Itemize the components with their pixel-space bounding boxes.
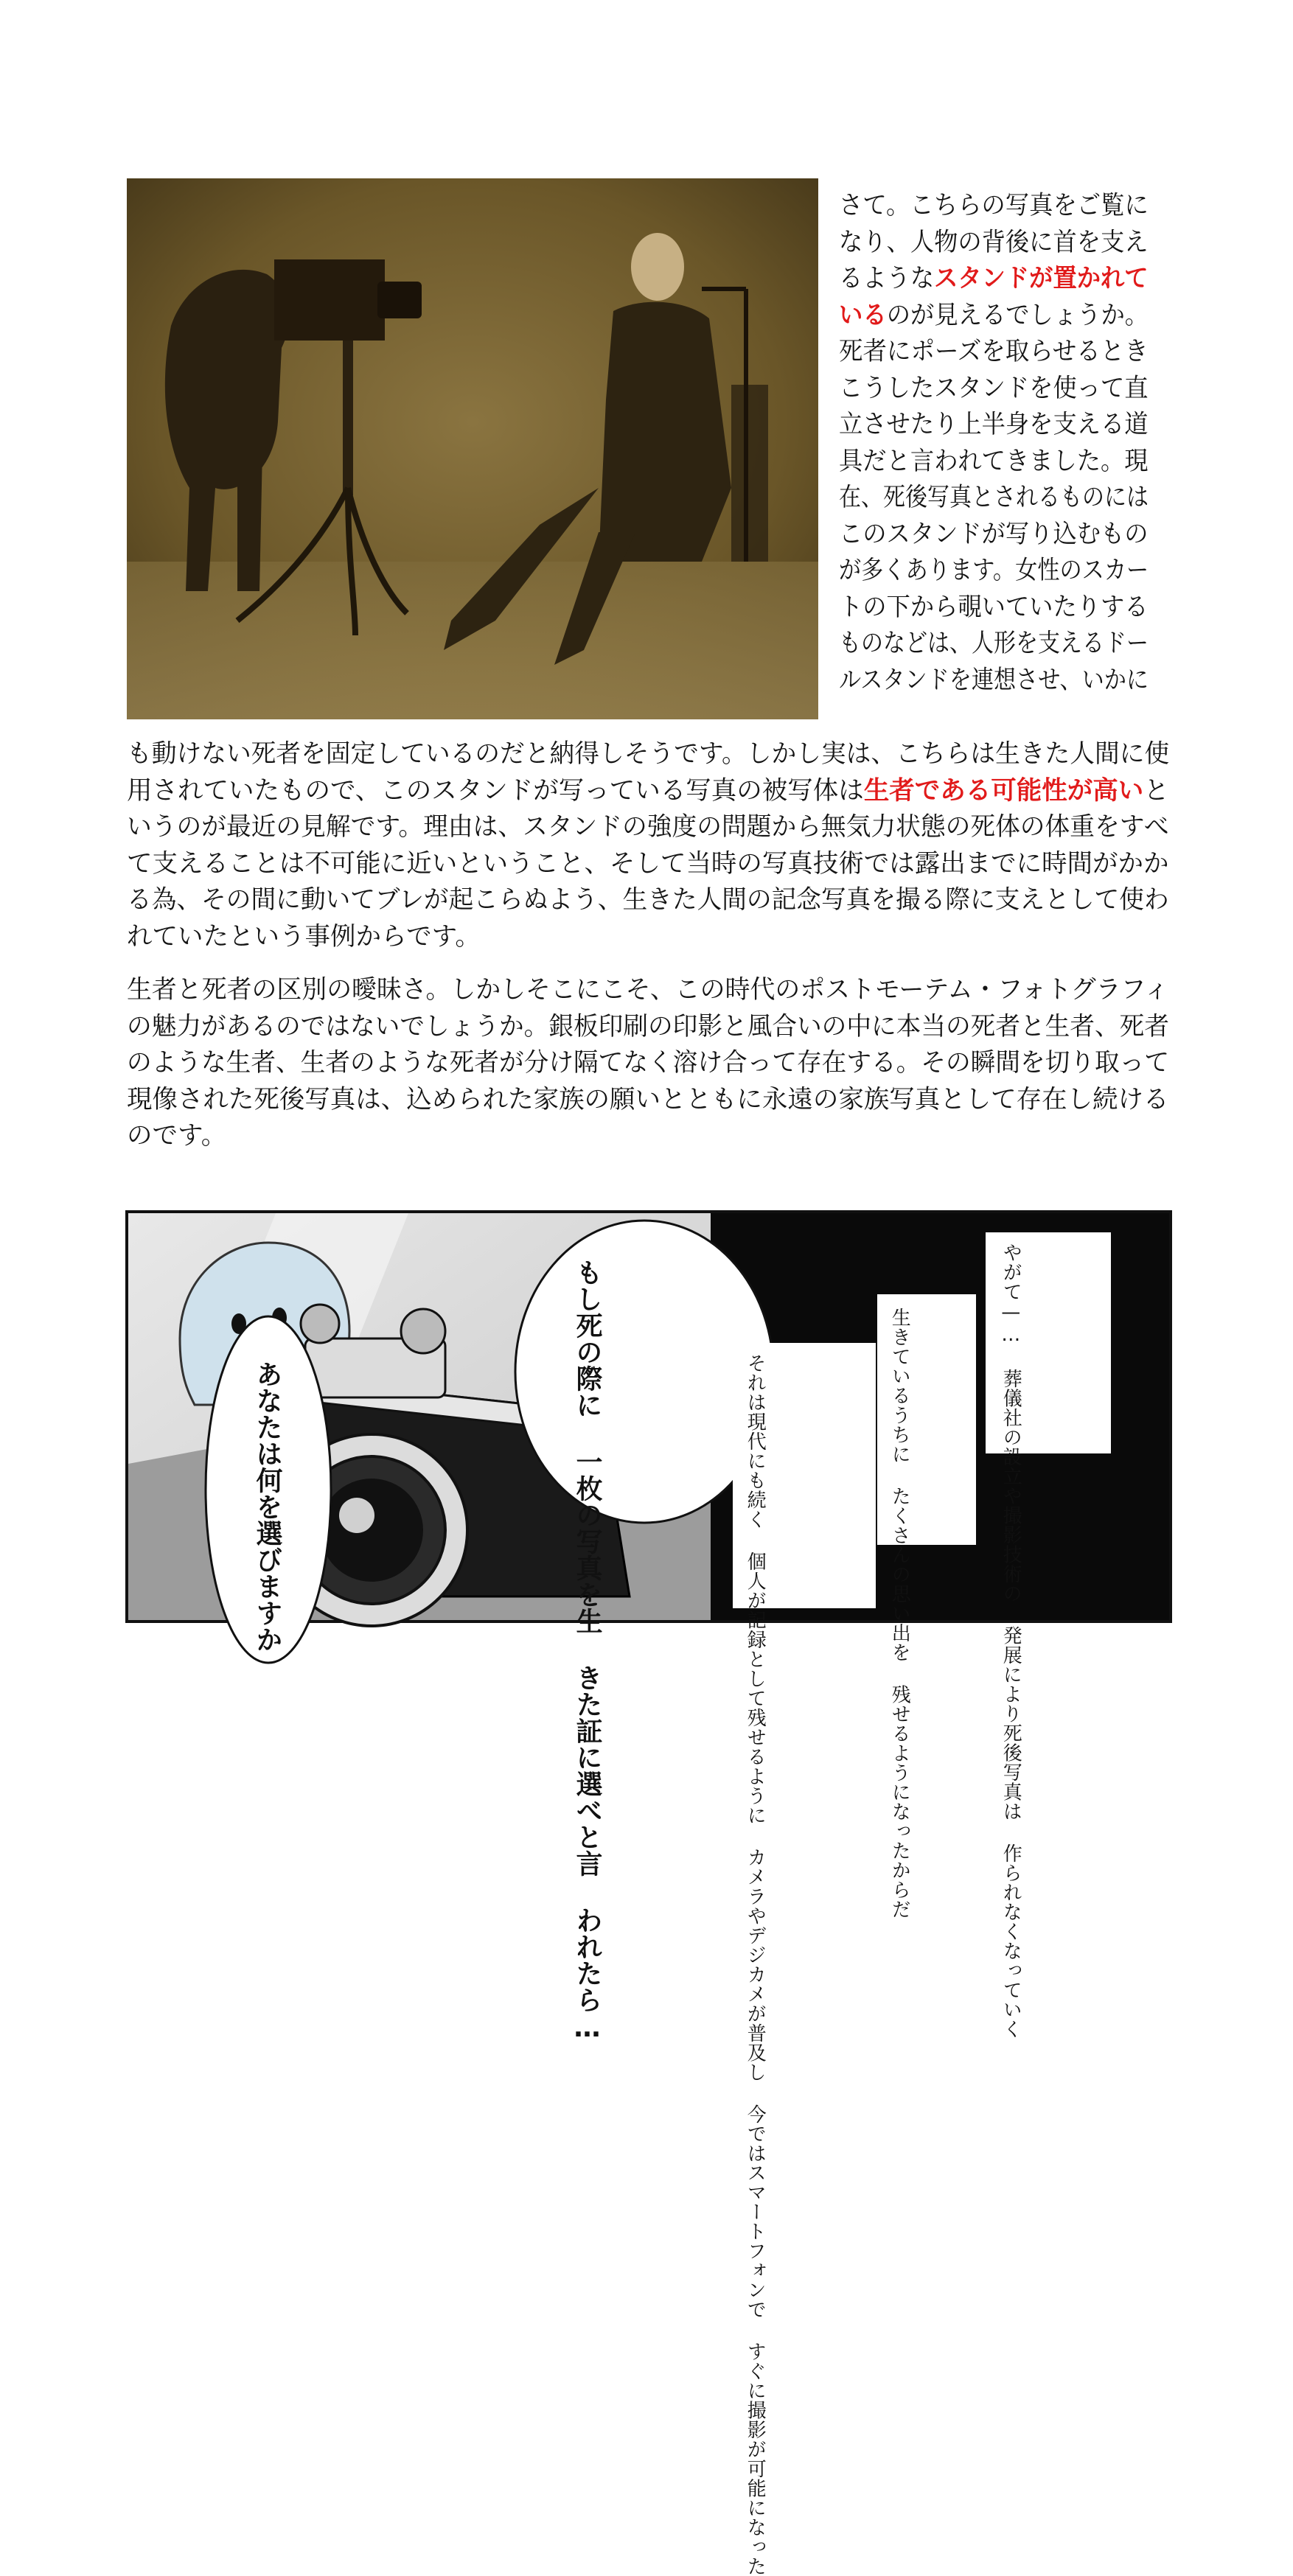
text-line: のです。 — [127, 1121, 227, 1151]
text-line: が多くあります。女性のスカー — [839, 556, 1149, 585]
text-line: 用されていたもので、このスタンドが写っている写真の被写体は生者である可能性が高いと — [127, 775, 1169, 806]
text-line: れていたという事例からです。 — [127, 921, 481, 952]
text-line: 死者にポーズを取らせるとき — [839, 337, 1149, 366]
text-line: トの下から覗いていたりする — [839, 592, 1149, 622]
text-line: いうのが最近の見解です。理由は、スタンドの強度の問題から無気力状態の死体の体重をすべ — [127, 812, 1169, 842]
narration-box-2: 生きているうちに たくさんの思い出を 残せるようになったからだ — [877, 1294, 976, 1545]
text-line: ものなどは、人形を支えるドー — [839, 629, 1149, 658]
speech-bubble-1: もし死の際に 一枚の写真を生 きた証に選べと言 われたら… — [572, 1259, 602, 2043]
text-line: こうしたスタンドを使って直 — [839, 373, 1149, 403]
manga-panel — [125, 1210, 1172, 2576]
text-line: 在、死後写真とされるものには — [839, 483, 1149, 512]
text-line: て支えることは不可能に近いということ、そして当時の写真技術では露出までに時間がかか — [127, 848, 1169, 879]
text-line: ルスタンドを連想させ、いかに — [839, 665, 1149, 695]
text-line: 具だと言われてきました。現 — [839, 446, 1149, 476]
text-line: いるのが見えるでしょうか。 — [839, 300, 1149, 330]
text-line: さて。こちらの写真をご覧に — [839, 191, 1149, 220]
text-line: の魅力があるのではないでしょうか。銀板印刷の印影と風合いの中に本当の死者と生者、死者 — [127, 1011, 1169, 1041]
text-line: る為、その間に動いてブレが起こらぬよう、生きた人間の記念写真を撮る際に支えとして使わ — [127, 885, 1169, 915]
text-line: 現像された死後写真は、込められた家族の願いとともに永遠の家族写真として存在し続ける — [127, 1084, 1169, 1114]
text-line: のような生者、生者のような死者が分け隔てなく溶け合って存在する。その瞬間を切り取って — [127, 1048, 1169, 1078]
narration-box-3: それは現代にも続く 個人が記録として残せるように カメラやデジカメが普及し 今ではスマートフォンで すぐに撮影が可能になった — [733, 1343, 876, 1608]
text-line: 生者と死者の区別の曖昧さ。しかしそこにこそ、この時代のポストモーテム・フォトグラフィ — [127, 975, 1169, 1005]
text-line: 立させたり上半身を支える道 — [839, 410, 1149, 439]
text-line: るようなスタンドが置かれて — [839, 264, 1149, 293]
text-line: も動けない死者を固定しているのだと納得しそうです。しかし実は、こちらは生きた人間に使 — [127, 739, 1170, 769]
historical-photograph — [127, 178, 818, 719]
text-line: なり、人物の背後に首を支え — [839, 227, 1149, 257]
narration-box-1: やがて—… 葬儀社の設立や撮影技術の 発展により死後写真は 作られなくなっていく — [986, 1232, 1111, 1453]
speech-bubble-2: あなたは何を選びますか — [252, 1361, 282, 1652]
text-line: このスタンドが写り込むもの — [839, 519, 1149, 549]
